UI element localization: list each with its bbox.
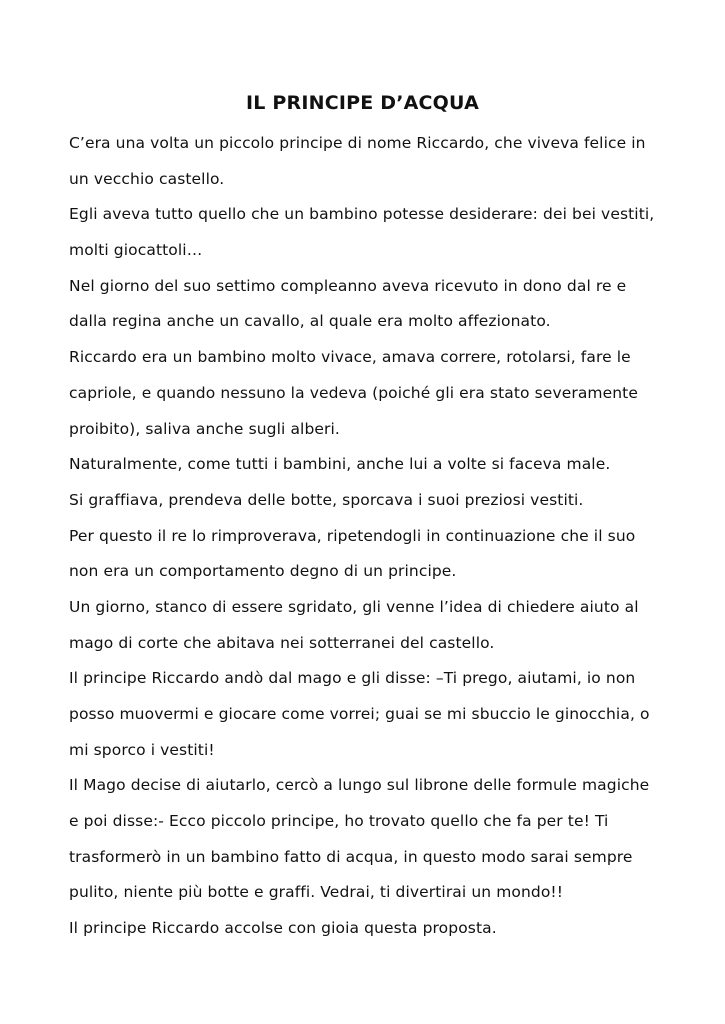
text-line: proibito), saliva anche sugli alberi. <box>69 419 340 438</box>
text-line: mago di corte che abitava nei sotterranei del castello. <box>69 633 495 652</box>
text-line: dalla regina anche un cavallo, al quale era molto affezionato. <box>69 312 551 331</box>
text-line: Il principe Riccardo accolse con gioia questa proposta. <box>69 919 497 938</box>
text-line: non era un comportamento degno di un principe. <box>69 562 457 581</box>
text-line: pulito, niente più botte e graffi. Vedrai, ti divertirai un mondo!! <box>69 883 564 902</box>
text-line: Per questo il re lo rimproverava, ripetendogli in continuazione che il suo <box>69 526 636 545</box>
story-body <box>69 126 669 947</box>
text-line: Riccardo era un bambino molto vivace, amava correre, rotolarsi, fare le <box>69 348 631 367</box>
text-line: Il Mago decise di aiutarlo, cercò a lungo sul librone delle formule magiche <box>69 776 650 795</box>
text-line: Nel giorno del suo settimo compleanno aveva ricevuto in dono dal re e <box>69 276 627 295</box>
text-line: trasformerò in un bambino fatto di acqua, in questo modo sarai sempre <box>69 847 633 866</box>
text-line: Un giorno, stanco di essere sgridato, gli venne l’idea di chiedere aiuto al <box>69 597 639 616</box>
text-line: Si graffiava, prendeva delle botte, sporcava i suoi preziosi vestiti. <box>69 490 584 509</box>
text-line: C’era una volta un piccolo principe di nome Riccardo, che viveva felice in <box>69 134 646 152</box>
text-line: Naturalmente, come tutti i bambini, anche lui a volte si faceva male. <box>69 455 611 474</box>
text-line: molti giocattoli… <box>69 241 203 260</box>
text-line: posso muovermi e giocare come vorrei; guai se mi sbuccio le ginocchia, o <box>69 705 650 723</box>
text-line: un vecchio castello. <box>69 169 225 188</box>
text-line: mi sporco i vestiti! <box>69 740 215 759</box>
text-line: e poi disse:- Ecco piccolo principe, ho trovato quello che fa per te! Ti <box>69 812 609 831</box>
text-line: Egli aveva tutto quello che un bambino potesse desiderare: dei bei vestiti, <box>69 205 655 224</box>
document-title: IL PRINCIPE D’ACQUA <box>246 92 479 114</box>
text-line: capriole, e quando nessuno la vedeva (poiché gli era stato severamente <box>69 383 638 402</box>
text-line: Il principe Riccardo andò dal mago e gli disse: –Ti prego, aiutami, io non <box>69 669 636 688</box>
